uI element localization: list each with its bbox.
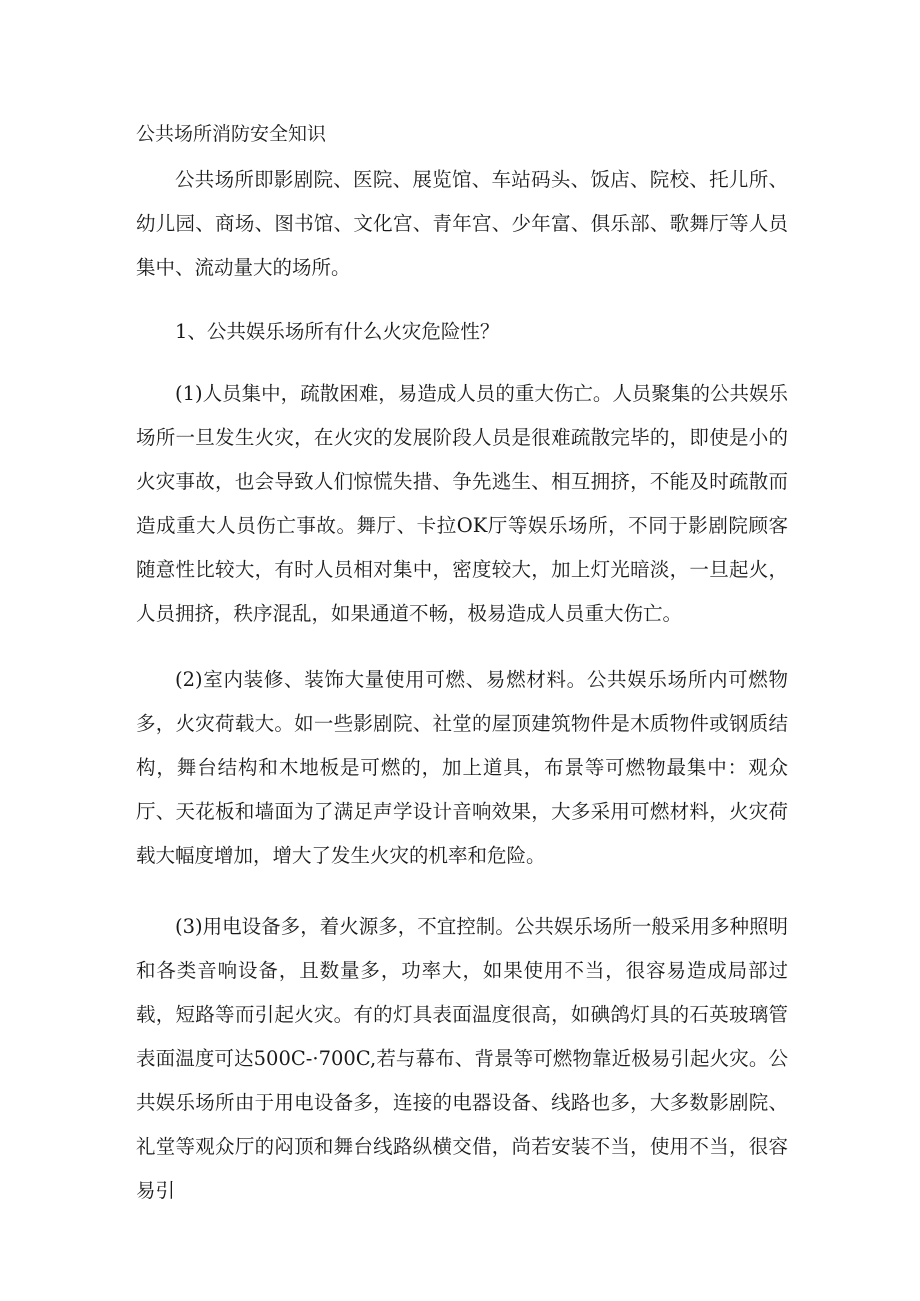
risk-paragraph-2: (2)室内装修、装饰大量使用可燃、易燃材料。公共娱乐场所内可燃物多，火灾荷载大。如一些影剧院、社堂的屋顶建筑物件是木质物件或钢质结构，舞台结构和木地板是可燃的，加上道具，布景等可燃物最集中：观众厅、天花板和墙面为了满足声学设计音响效果，大多采用可燃材料，火灾荷载大幅度增加，增大了发生火灾的机率和危险。 <box>136 668 788 867</box>
question-heading: 1、公共娱乐场所有什么火灾危险性？ <box>175 320 500 343</box>
document-title: 公共场所消防安全知识 <box>136 123 327 145</box>
intro-paragraph: 公共场所即影剧院、医院、展览馆、车站码头、饭店、院校、托儿所、幼儿园、商场、图书馆、文化宫、青年宫、少年富、俱乐部、歌舞厅等人员集中、流动量大的场所。 <box>136 168 788 279</box>
risk-paragraph-3: (3)用电设备多，着火源多，不宜控制。公共娱乐场所一般采用多种照明和各类音响设备，且数量多，功率大，如果使用不当，很容易造成局部过载，短路等而引起火灾。有的灯具表面温度很高，如碘鸽灯具的石英玻璃管表面温度可达500C-·700C,若与幕布、背景等可燃物靠近极易引起火灾。公共娱乐场所由于用电设备多，连接的电器设备、线路也多，大多数影剧院、礼堂等观众厅的闷顶和舞台线路纵横交借，尚若安装不当，使用不当，很容易引 <box>136 915 788 1202</box>
risk-paragraph-1: (1)人员集中，疏散困难，易造成人员的重大伤亡。人员聚集的公共娱乐场所一旦发生火灾，在火灾的发展阶段人员是很难疏散完毕的，即使是小的火灾事故，也会导致人们惊慌失措、争先逃生、相互拥挤，不能及时疏散而造成重大人员伤亡事故。舞厅、卡拉OK厅等娱乐场所，不同于影剧院顾客随意性比较大，有时人员相对集中，密度较大，加上灯光暗淡，一旦起火，人员拥挤，秩序混乱，如果通道不畅，极易造成人员重大伤亡。 <box>136 382 788 625</box>
